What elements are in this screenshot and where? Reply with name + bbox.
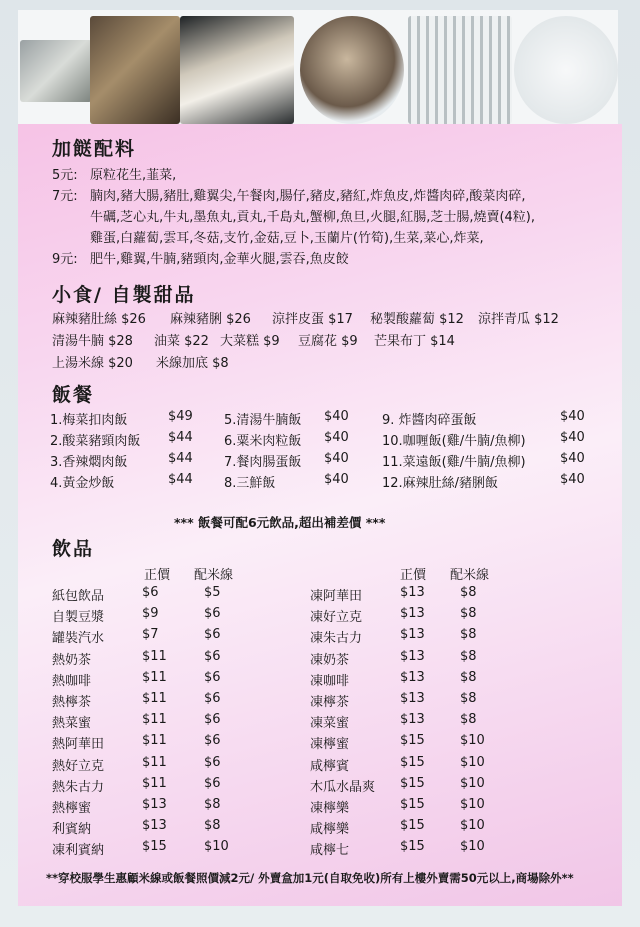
- drink-price-combo: $6: [204, 733, 221, 749]
- snack-item: 豆腐花 $9: [298, 334, 358, 349]
- drink-price-regular: $15: [400, 733, 425, 749]
- machine-photo: [90, 16, 180, 124]
- meal-name: 2.酸菜豬頸肉飯: [50, 434, 141, 449]
- drink-price-regular: $13: [400, 669, 425, 685]
- drink-price-combo: $6: [204, 712, 221, 728]
- drink-price-regular: $13: [400, 585, 425, 600]
- drink-price-combo: $10: [460, 839, 485, 855]
- snack-item: 芒果布丁 $14: [374, 334, 455, 349]
- meal-price: $40: [324, 409, 349, 424]
- drink-price-combo: $8: [460, 648, 477, 664]
- drink-name: 木瓜水晶爽: [310, 779, 376, 795]
- drink-name: 熱朱古力: [52, 779, 105, 795]
- drink-name: 凍檸蜜: [310, 737, 350, 753]
- meal-name: 6.粟米肉粒飯: [224, 434, 302, 449]
- meal-note: *** 飯餐可配6元飲品,超出補差價 ***: [174, 515, 386, 530]
- drink-name: 罐裝汽水: [52, 631, 105, 647]
- drink-price-combo: $6: [204, 648, 221, 664]
- drink-name: 凍檸樂: [310, 801, 350, 816]
- drink-price-regular: $11: [142, 669, 167, 685]
- blank-circle: [514, 16, 618, 124]
- drink-price-combo: $8: [204, 797, 221, 812]
- meal-name: 12.麻辣肚絲/豬脷飯: [382, 476, 499, 491]
- drink-price-regular: $11: [142, 775, 167, 791]
- drink-name: 凍咖啡: [310, 673, 350, 689]
- addon-items: 肥牛,雞翼,牛腩,豬頸肉,金華火腿,雲吞,魚皮餃: [90, 252, 349, 267]
- meal-price: $40: [560, 430, 585, 445]
- drink-price-regular: $9: [142, 606, 159, 622]
- snack-item: 上湯米線 $20: [52, 356, 133, 371]
- snack-item: 麻辣豬肚絲 $26: [52, 312, 146, 327]
- drink-price-combo: $5: [204, 585, 221, 600]
- drink-price-regular: $15: [400, 797, 425, 812]
- meals-title: 飯餐: [52, 384, 95, 406]
- drink-name: 咸檸樂: [310, 822, 350, 838]
- drink-name: 咸檸賓: [310, 758, 350, 774]
- drink-price-regular: $15: [400, 754, 425, 770]
- drink-price-regular: $11: [142, 754, 167, 770]
- drink-name: 凍檸茶: [310, 695, 350, 710]
- meal-price: $40: [560, 472, 585, 487]
- snack-item: 米線加底 $8: [156, 356, 229, 371]
- snack-item: 涼拌皮蛋 $17: [272, 312, 353, 327]
- drink-name: 熱菜蜜: [52, 716, 92, 732]
- photo-strip: [18, 10, 618, 126]
- addon-items: 原粒花生,韮菜,: [90, 168, 177, 183]
- drink-price-combo: $6: [204, 754, 221, 770]
- addons-title: 加餸配料: [52, 138, 137, 160]
- drink-price-regular: $13: [142, 797, 167, 812]
- workshop-photo: [20, 40, 92, 102]
- meal-price: $40: [324, 430, 349, 445]
- drink-name: 凍奶茶: [310, 652, 350, 668]
- meal-price: $49: [168, 409, 193, 424]
- drink-price-regular: $7: [142, 627, 159, 643]
- meal-name: 7.餐肉腸蛋飯: [224, 455, 302, 470]
- drinks-title: 飲品: [52, 538, 95, 560]
- drink-price-regular: $15: [400, 839, 425, 855]
- drink-price-regular: $6: [142, 585, 159, 600]
- drink-price-regular: $15: [400, 818, 425, 834]
- snack-item: 大菜糕 $9: [220, 334, 280, 349]
- meal-price: $44: [168, 472, 193, 487]
- drink-price-combo: $8: [460, 691, 477, 706]
- drink-price-combo: $10: [460, 797, 485, 812]
- drink-price-combo: $10: [204, 839, 229, 855]
- drink-name: 凍利賓納: [52, 843, 105, 859]
- drink-price-regular: $13: [400, 627, 425, 643]
- snack-item: 麻辣豬脷 $26: [170, 312, 251, 327]
- meal-price: $44: [168, 430, 193, 445]
- drink-price-combo: $8: [460, 606, 477, 622]
- drink-name: 熱阿華田: [52, 737, 105, 753]
- meal-price: $40: [324, 472, 349, 487]
- drink-name: 紙包飲品: [52, 589, 105, 604]
- snack-item: 涼拌青瓜 $12: [478, 312, 559, 327]
- drink-price-combo: $8: [204, 818, 221, 834]
- noodle-maker-photo: [300, 16, 404, 124]
- drink-name: 熱好立克: [52, 758, 105, 774]
- drink-name: 凍朱古力: [310, 631, 363, 647]
- drink-price-combo: $10: [460, 818, 485, 834]
- drink-price-regular: $11: [142, 733, 167, 749]
- drink-name: 咸檸七: [310, 843, 350, 859]
- drink-price-regular: $15: [400, 775, 425, 791]
- drink-price-regular: $11: [142, 648, 167, 664]
- addon-items: 腩肉,豬大腸,豬肚,雞翼尖,午餐肉,腸仔,豬皮,豬紅,炸魚皮,炸醬肉碎,酸菜肉碎,: [90, 189, 526, 204]
- meal-price: $44: [168, 451, 193, 466]
- drink-price-regular: $13: [400, 606, 425, 622]
- drink-price-combo: $6: [204, 775, 221, 791]
- snack-item: 秘製酸蘿蔔 $12: [370, 312, 464, 327]
- drink-price-combo: $8: [460, 669, 477, 685]
- meal-name: 9. 炸醬肉碎蛋飯: [382, 413, 477, 428]
- snack-item: 油菜 $22: [154, 334, 209, 349]
- drink-price-combo: $10: [460, 754, 485, 770]
- drink-price-regular: $15: [142, 839, 167, 855]
- drinks-header-combo: 配米線: [194, 568, 234, 583]
- drink-price-combo: $6: [204, 627, 221, 643]
- addon-items: 雞蛋,白蘿蔔,雲耳,冬菇,支竹,金菇,豆卜,玉蘭片(竹筍),生菜,菜心,炸菜,: [90, 231, 484, 246]
- drink-price-combo: $6: [204, 606, 221, 622]
- meal-name: 3.香辣燜肉飯: [50, 455, 128, 470]
- drink-price-combo: $6: [204, 691, 221, 706]
- drink-price-regular: $13: [142, 818, 167, 834]
- addon-items: 牛礪,芝心丸,牛丸,墨魚丸,貢丸,千島丸,蟹柳,魚旦,火腿,紅腸,芝士腸,燒賣(4粒),: [90, 210, 536, 225]
- drink-price-regular: $11: [142, 712, 167, 728]
- drink-price-regular: $11: [142, 691, 167, 706]
- meal-name: 5.清湯牛腩飯: [224, 413, 302, 428]
- drink-price-regular: $13: [400, 691, 425, 706]
- drink-price-combo: $6: [204, 669, 221, 685]
- drinks-header-combo: 配米線: [450, 568, 490, 583]
- drink-name: 凍阿華田: [310, 589, 363, 604]
- drink-price-combo: $10: [460, 733, 485, 749]
- drink-name: 凍菜蜜: [310, 716, 350, 732]
- drink-price-combo: $8: [460, 585, 477, 600]
- meal-name: 11.菜遠飯(雞/牛腩/魚柳): [382, 455, 526, 470]
- footer-note: **穿校服學生惠顧米線或飯餐照價減2元/ 外賣盒加1元(自取免收)所有上樓外賣需50元以上,商場除外**: [46, 871, 574, 885]
- drinks-header-regular: 正價: [144, 568, 171, 583]
- meal-name: 4.黃金炒飯: [50, 476, 115, 491]
- drink-name: 自製豆漿: [52, 610, 105, 626]
- meal-name: 1.梅菜扣肉飯: [50, 413, 128, 428]
- drink-name: 熱奶茶: [52, 652, 92, 668]
- drink-name: 熱咖啡: [52, 673, 92, 689]
- snack-item: 清湯牛腩 $28: [52, 334, 133, 349]
- snacks-title: 小食/ 自製甜品: [52, 284, 196, 306]
- meal-price: $40: [560, 451, 585, 466]
- drink-price-combo: $8: [460, 627, 477, 643]
- drinks-header-regular: 正價: [400, 568, 427, 583]
- meal-name: 10.咖喱飯(雞/牛腩/魚柳): [382, 434, 526, 449]
- menu-sheet: [18, 124, 622, 906]
- addon-price: 9元:: [52, 252, 78, 267]
- flour-sack-photo: [180, 16, 294, 124]
- drink-name: 利賓納: [52, 822, 92, 838]
- meal-price: $40: [324, 451, 349, 466]
- drink-price-regular: $13: [400, 648, 425, 664]
- drink-name: 熱檸蜜: [52, 801, 92, 816]
- noodle-drying-photo: [408, 16, 512, 124]
- drink-name: 凍好立克: [310, 610, 363, 626]
- drink-price-regular: $13: [400, 712, 425, 728]
- meal-name: 8.三鮮飯: [224, 476, 276, 491]
- addon-price: 5元:: [52, 168, 78, 183]
- drink-price-combo: $8: [460, 712, 477, 728]
- meal-price: $40: [560, 409, 585, 424]
- drink-price-combo: $10: [460, 775, 485, 791]
- addon-price: 7元:: [52, 189, 78, 204]
- drink-name: 熱檸茶: [52, 695, 92, 710]
